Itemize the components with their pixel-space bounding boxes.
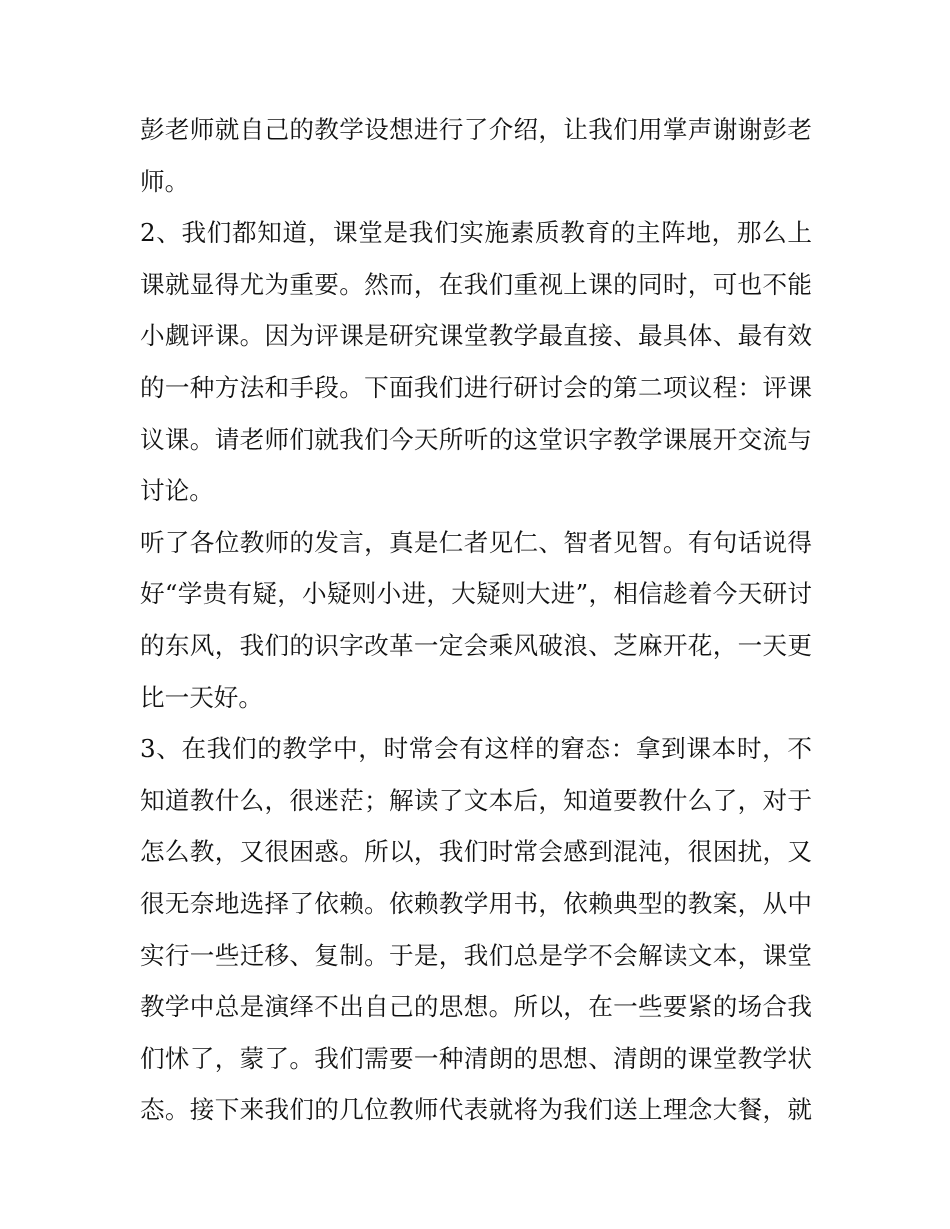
text-line: 彭老师就自己的教学设想进行了介绍，让我们用掌声谢谢彭老 [140, 115, 812, 144]
text-line: 很无奈地选择了依赖。依赖教学用书，依赖典型的教案，从中 [140, 888, 812, 918]
text-line: 们怵了，蒙了。我们需要一种清朗的思想、清朗的课堂教学状 [140, 1043, 812, 1073]
text-line: 讨论。 [140, 476, 214, 506]
text-line: 议课。请老师们就我们今天所听的这堂识字教学课展开交流与 [140, 424, 812, 454]
text-line: 2、我们都知道，课堂是我们实施素质教育的主阵地，那么上 [140, 218, 812, 248]
text-line: 知道教什么，很迷茫；解读了文本后，知道要教什么了，对于 [140, 785, 812, 815]
text-line: 实行一些迁移、复制。于是，我们总是学不会解读文本，课堂 [140, 940, 812, 970]
text-line: 怎么教，又很困惑。所以，我们时常会感到混沌，很困扰，又 [140, 837, 812, 867]
text-line: 的东风，我们的识字改革一定会乘风破浪、芝麻开花，一天更 [140, 630, 812, 660]
text-line: 师。 [140, 166, 190, 196]
text-line: 好“学贵有疑，小疑则小进，大疑则大进”，相信趁着今天研讨 [140, 579, 812, 609]
text-line: 小觑评课。因为评课是研究课堂教学最直接、最具体、最有效 [140, 321, 812, 351]
document-body [140, 104, 812, 1136]
text-line: 3、在我们的教学中，时常会有这样的窘态：拿到课本时，不 [140, 734, 812, 764]
text-line: 态。接下来我们的几位教师代表就将为我们送上理念大餐，就 [140, 1095, 812, 1125]
text-line: 教学中总是演绎不出自己的思想。所以，在一些要紧的场合我 [140, 992, 812, 1022]
text-line: 比一天好。 [140, 682, 263, 712]
text-line: 的一种方法和手段。下面我们进行研讨会的第二项议程：评课 [140, 372, 812, 402]
text-line: 听了各位教师的发言，真是仁者见仁、智者见智。有句话说得 [140, 527, 812, 557]
text-line: 课就显得尤为重要。然而，在我们重视上课的同时，可也不能 [140, 269, 812, 299]
